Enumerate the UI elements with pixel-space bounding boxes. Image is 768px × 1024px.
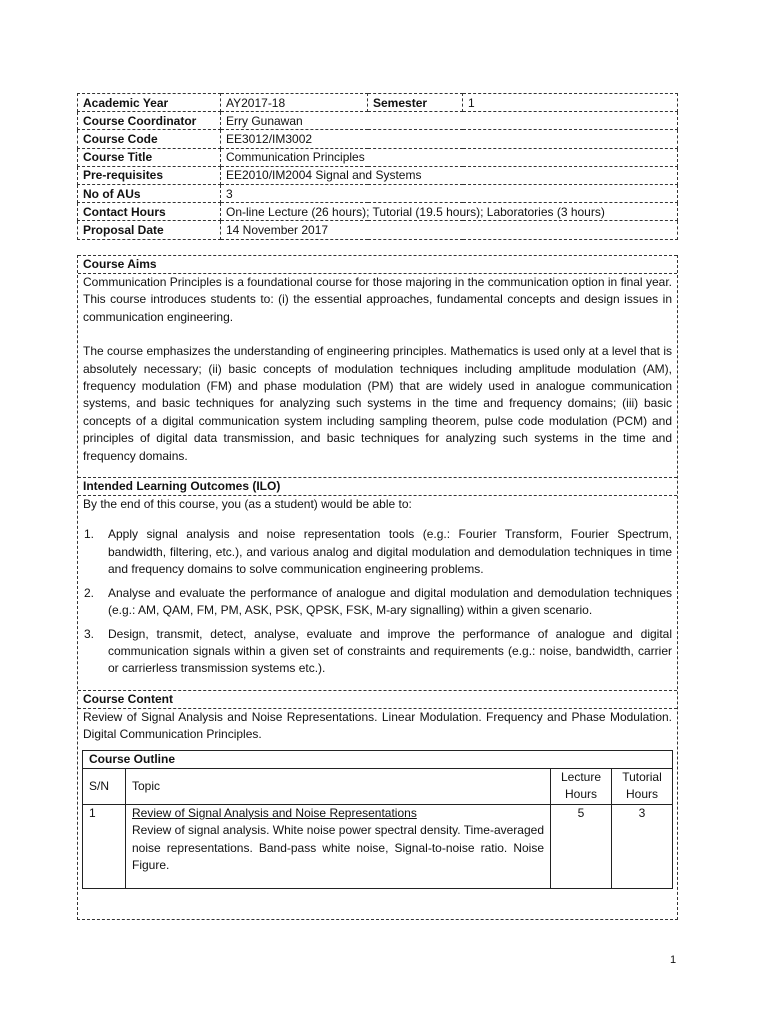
row-sn: 1 xyxy=(83,804,126,888)
col-sn-header: S/N xyxy=(83,768,126,804)
col-lecture-header: Lecture Hours xyxy=(551,768,612,804)
info-label: Academic Year xyxy=(78,94,221,112)
semester-value: 1 xyxy=(463,94,678,112)
ilo-text: Analyse and evaluate the performance of analogue and digital modulation and demodulation techniques (e.g.: AM, QAM, FM, PM, ASK, PSK, QPSK, FSK, M-ary signalling) within a given scenario. xyxy=(108,585,672,618)
course-details-box xyxy=(77,255,678,920)
course-aims-heading: Course Aims xyxy=(78,255,677,274)
info-value: Erry Gunawan xyxy=(221,112,678,130)
info-value: Communication Principles xyxy=(221,148,678,166)
ilo-item xyxy=(78,626,672,678)
semester-label: Semester xyxy=(368,94,463,112)
info-row-prerequisites xyxy=(78,166,678,184)
ilo-number: 3. xyxy=(84,626,95,641)
ilo-text: Apply signal analysis and noise representation tools (e.g.: Fourier Transform, Fourier Spectrum, bandwidth, filtering, etc.), and various analog and digital modulation and demodulation techniques in time and frequency domains to solve communication engineering problems. xyxy=(108,527,672,577)
course-info-table xyxy=(77,93,678,240)
info-value: 14 November 2017 xyxy=(221,221,678,239)
info-row-academic-year xyxy=(78,94,678,112)
ilo-item xyxy=(78,526,672,578)
info-row-contact-hours xyxy=(78,203,678,221)
info-value: EE3012/IM3002 xyxy=(221,130,678,148)
info-value: On-line Lecture (26 hours); Tutorial (19.5 hours); Laboratories (3 hours) xyxy=(221,203,678,221)
ilo-item xyxy=(78,585,672,620)
info-row-course-title xyxy=(78,148,678,166)
info-row-coordinator xyxy=(78,112,678,130)
info-value: AY2017-18 xyxy=(221,94,368,112)
info-label: Proposal Date xyxy=(78,221,221,239)
info-value: EE2010/IM2004 Signal and Systems xyxy=(221,166,678,184)
row-topic xyxy=(126,804,551,888)
info-row-course-code xyxy=(78,130,678,148)
info-label: Course Code xyxy=(78,130,221,148)
outline-heading-row xyxy=(83,750,673,768)
outline-row xyxy=(83,804,673,888)
course-outline-table xyxy=(82,750,673,889)
topic-description: Review of signal analysis. White noise power spectral density. Time-averaged noise representations. Band-pass white noise, Signal-to-noise ratio. Noise Figure. xyxy=(132,823,544,872)
ilo-text: Design, transmit, detect, analyse, evaluate and improve the performance of analogue and digital communication signals within a given set of constraints and requirements (e.g.: noise, bandwidth, carrier or carrierless transmission systems etc.). xyxy=(108,626,672,676)
ilo-number: 1. xyxy=(84,527,95,542)
info-label: Course Title xyxy=(78,148,221,166)
info-label: Course Coordinator xyxy=(78,112,221,130)
page-number: 1 xyxy=(670,954,677,966)
info-row-aus xyxy=(78,184,678,202)
ilo-intro: By the end of this course, you (as a student) would be able to: xyxy=(83,497,412,512)
ilo-heading: Intended Learning Outcomes (ILO) xyxy=(78,477,677,496)
course-aims-paragraph-1: Communication Principles is a foundational course for those majoring in the communication option in final year. This course introduces students to: (i) the essential approaches, fundamental concepts and design issues in communication engineering. xyxy=(83,275,672,324)
col-topic-header: Topic xyxy=(126,768,551,804)
info-row-proposal-date xyxy=(78,221,678,239)
course-outline-heading: Course Outline xyxy=(83,750,673,768)
topic-title: Review of Signal Analysis and Noise Representations xyxy=(132,805,417,820)
ilo-number: 2. xyxy=(84,585,95,600)
ilo-list xyxy=(78,526,677,677)
info-value: 3 xyxy=(221,184,678,202)
outline-header-row xyxy=(83,768,673,804)
info-label: No of AUs xyxy=(78,184,221,202)
col-tutorial-header: Tutorial Hours xyxy=(612,768,673,804)
course-content-heading: Course Content xyxy=(78,690,677,709)
course-aims-paragraph-2: The course emphasizes the understanding of engineering principles. Mathematics is used only at a level that is absolutely necessary; (ii) basic concepts of modulation techniques including amplitude modulation (AM), frequency modulation (FM) and phase modulation (PM) that are widely used in analogue communication systems, and basic techniques for analyzing such systems in the time and frequency domains; (iii) basic concepts of a digital communication system including sampling theorem, pulse code modulation (PCM) and principles of digital data transmission, and basic techniques for analyzing such systems in the time and frequency domains. xyxy=(83,344,672,463)
info-label: Pre-requisites xyxy=(78,166,221,184)
course-content-text: Review of Signal Analysis and Noise Representations. Linear Modulation. Frequency and Phase Modulation. Digital Communication Principles. xyxy=(83,709,672,742)
info-label: Contact Hours xyxy=(78,203,221,221)
row-lecture-hours: 5 xyxy=(551,804,612,888)
row-tutorial-hours: 3 xyxy=(612,804,673,888)
